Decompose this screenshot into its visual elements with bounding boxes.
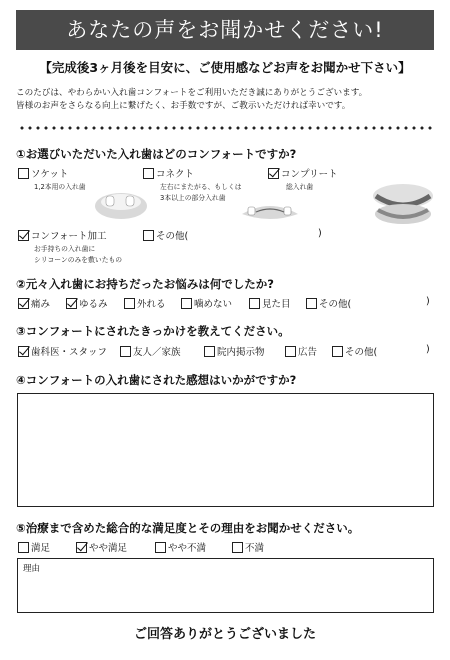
- q3-dentist-staff-checkbox[interactable]: [18, 346, 29, 357]
- q3-clinic-poster-label: 院内掲示物: [217, 347, 265, 358]
- q1-option-comfort-processing[interactable]: [18, 228, 107, 242]
- q5-somewhat-dissatisfied-label: やや不満: [168, 543, 207, 554]
- q2-option-cannot-chew[interactable]: [181, 296, 232, 310]
- question-5-title: ⑤治療まで含めた総合的な満足度とその理由をお聞かせください。: [16, 521, 360, 535]
- intro-line-1: このたびは、やわらかい入れ歯コンフォートをご利用いただき誠にありがとうございます。: [16, 88, 368, 98]
- q5-satisfied-label: 満足: [31, 543, 51, 554]
- q1-option-socket[interactable]: [18, 166, 68, 180]
- q2-option-other[interactable]: [306, 296, 351, 310]
- q2-cannot-chew-label: 噛めない: [194, 299, 233, 310]
- q1-complete-note: 総入れ歯: [286, 183, 314, 191]
- q5-dissatisfied-label: 不満: [245, 543, 265, 554]
- q1-complete-label: コンプリート: [281, 169, 338, 180]
- q3-friend-family-label: 友人／家族: [133, 347, 181, 358]
- q1-other-label: その他(: [156, 231, 189, 242]
- q1-other-checkbox[interactable]: [143, 230, 154, 241]
- q2-cannot-chew-checkbox[interactable]: [181, 298, 192, 309]
- question-3-title: ③コンフォートにされたきっかけを教えてください。: [16, 324, 290, 338]
- q5-option-somewhat-satisfied[interactable]: [76, 540, 127, 554]
- q1-comfort-processing-note-1: お手持ちの入れ歯に: [34, 245, 96, 253]
- q2-other-label: その他(: [319, 299, 352, 310]
- q1-comfort-processing-checkbox[interactable]: [18, 230, 29, 241]
- q3-clinic-poster-checkbox[interactable]: [204, 346, 215, 357]
- q1-option-connect[interactable]: [143, 166, 194, 180]
- q2-appearance-label: 見た目: [262, 299, 291, 310]
- q1-socket-note: 1,2本用の入れ歯: [34, 183, 86, 191]
- question-4-title: ④コンフォートの入れ歯にされた感想はいかがですか?: [16, 373, 297, 387]
- q3-other-label: その他(: [345, 347, 378, 358]
- q2-loose-checkbox[interactable]: [66, 298, 77, 309]
- q3-option-clinic-poster[interactable]: [204, 344, 265, 358]
- q3-option-advertisement[interactable]: [285, 344, 317, 358]
- q2-appearance-checkbox[interactable]: [249, 298, 260, 309]
- intro-text: [16, 87, 441, 113]
- q2-option-pain[interactable]: [18, 296, 50, 310]
- intro-line-2: 皆様のお声をさらなる向上に繋げたく、お手数ですが、ご教示いただければ幸いです。: [16, 101, 351, 111]
- q1-connect-checkbox[interactable]: [143, 168, 154, 179]
- q2-other-checkbox[interactable]: [306, 298, 317, 309]
- q3-friend-family-checkbox[interactable]: [120, 346, 131, 357]
- q5-somewhat-dissatisfied-checkbox[interactable]: [155, 542, 166, 553]
- q5-option-dissatisfied[interactable]: [232, 540, 264, 554]
- full-denture-image: [368, 180, 438, 226]
- q3-option-friend-family[interactable]: [120, 344, 181, 358]
- q1-connect-label: コネクト: [156, 169, 195, 180]
- q4-impression-textarea[interactable]: [17, 393, 434, 507]
- question-1-title: ①お選びいただいた入れ歯はどのコンフォートですか?: [16, 147, 297, 161]
- q5-option-somewhat-dissatisfied[interactable]: [155, 540, 206, 554]
- q5-satisfied-checkbox[interactable]: [18, 542, 29, 553]
- q5-option-satisfied[interactable]: [18, 540, 50, 554]
- q5-dissatisfied-checkbox[interactable]: [232, 542, 243, 553]
- q2-falls-out-checkbox[interactable]: [124, 298, 135, 309]
- partial-denture-connect-image: [238, 196, 302, 226]
- q1-comfort-processing-note-2: シリコーンのみを敷いたもの: [34, 256, 123, 264]
- q3-dentist-staff-label: 歯科医・スタッフ: [31, 347, 108, 358]
- q2-pain-checkbox[interactable]: [18, 298, 29, 309]
- q1-socket-label: ソケット: [31, 169, 69, 180]
- q3-advertisement-label: 広告: [298, 347, 318, 358]
- q1-connect-note-2: 3本以上の部分入れ歯: [160, 194, 226, 202]
- survey-subtitle: 【完成後3ヶ月後を目安に、ご使用感などお声をお聞かせ下さい】: [39, 60, 411, 75]
- q3-option-other[interactable]: [332, 344, 377, 358]
- q2-option-loose[interactable]: [66, 296, 108, 310]
- q1-option-other[interactable]: [143, 228, 188, 242]
- q1-complete-checkbox[interactable]: [268, 168, 279, 179]
- q1-socket-checkbox[interactable]: [18, 168, 29, 179]
- q3-other-close-paren: ): [426, 344, 430, 355]
- q3-advertisement-checkbox[interactable]: [285, 346, 296, 357]
- q1-other-close-paren: ): [318, 228, 322, 239]
- q2-other-close-paren: ): [426, 296, 430, 307]
- survey-banner: あなたの声をお聞かせください!: [16, 10, 434, 50]
- q1-comfort-processing-label: コンフォート加工: [31, 231, 107, 242]
- dotted-divider: [18, 126, 434, 130]
- q5-reason-label: 理由: [23, 564, 41, 574]
- q3-other-checkbox[interactable]: [332, 346, 343, 357]
- q1-connect-note-1: 左右にまたがる、もしくは: [160, 183, 242, 191]
- question-2-title: ②元々入れ歯にお持ちだったお悩みは何でしたか?: [16, 277, 274, 291]
- q2-option-falls-out[interactable]: [124, 296, 166, 310]
- q2-option-appearance[interactable]: [249, 296, 291, 310]
- q2-pain-label: 痛み: [31, 299, 51, 310]
- q5-somewhat-satisfied-checkbox[interactable]: [76, 542, 87, 553]
- closing-message: ご回答ありがとうございました: [133, 627, 316, 642]
- q5-somewhat-satisfied-label: やや満足: [89, 543, 128, 554]
- q2-falls-out-label: 外れる: [137, 299, 166, 310]
- q1-option-complete[interactable]: [268, 166, 338, 180]
- q3-option-dentist-staff[interactable]: [18, 344, 107, 358]
- partial-denture-socket-image: [92, 186, 150, 222]
- q5-reason-box[interactable]: [17, 558, 434, 613]
- q2-loose-label: ゆるみ: [79, 299, 108, 310]
